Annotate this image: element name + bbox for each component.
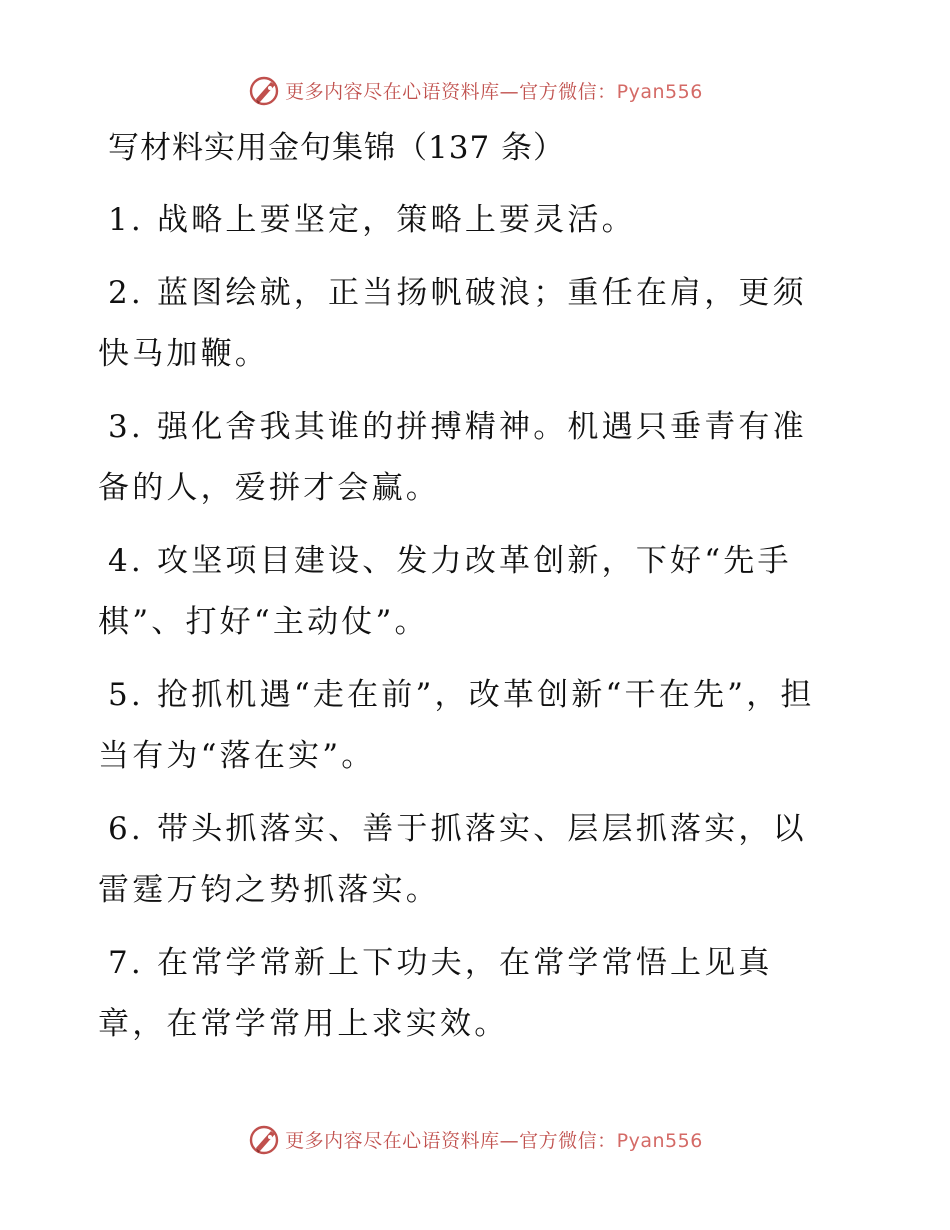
footer-banner-text (285, 1126, 703, 1153)
pen-circle-logo-icon (247, 1122, 281, 1156)
header-banner-text (285, 77, 703, 104)
list-item: 7. 在常学常新上下功夫，在常学常悟上见真章，在常学常用上求实效。 (98, 945, 773, 1042)
list-item: 6. 带头抓落实、善于抓落实、层层抓落实，以雷霆万钧之势抓落实。 (98, 811, 807, 908)
footer-banner-handle: Pyan556 (616, 1129, 703, 1152)
header-banner (0, 70, 950, 110)
footer-banner-label: 更多内容尽在心语资料库—官方微信： (285, 1129, 617, 1152)
list-item: 2. 蓝图绘就，正当扬帆破浪；重任在肩，更须快马加鞭。 (98, 275, 807, 372)
header-banner-handle: Pyan556 (616, 80, 703, 103)
footer-banner (0, 1119, 950, 1159)
list-item: 1. 战略上要坚定，策略上要灵活。 (108, 202, 636, 238)
header-banner-label: 更多内容尽在心语资料库—官方微信： (285, 80, 617, 103)
list-item: 3. 强化舍我其谁的拼搏精神。机遇只垂青有准备的人，爱拼才会赢。 (98, 409, 807, 506)
pen-circle-logo-icon (247, 73, 281, 107)
document-body (98, 118, 840, 1067)
list-item: 4. 攻坚项目建设、发力改革创新，下好“先手棋”、打好“主动仗”。 (98, 543, 792, 640)
document-title: 写材料实用金句集锦（137 条） (108, 130, 566, 166)
list-item: 5. 抢抓机遇“走在前”，改革创新“干在先”，担当有为“落在实”。 (98, 677, 815, 774)
